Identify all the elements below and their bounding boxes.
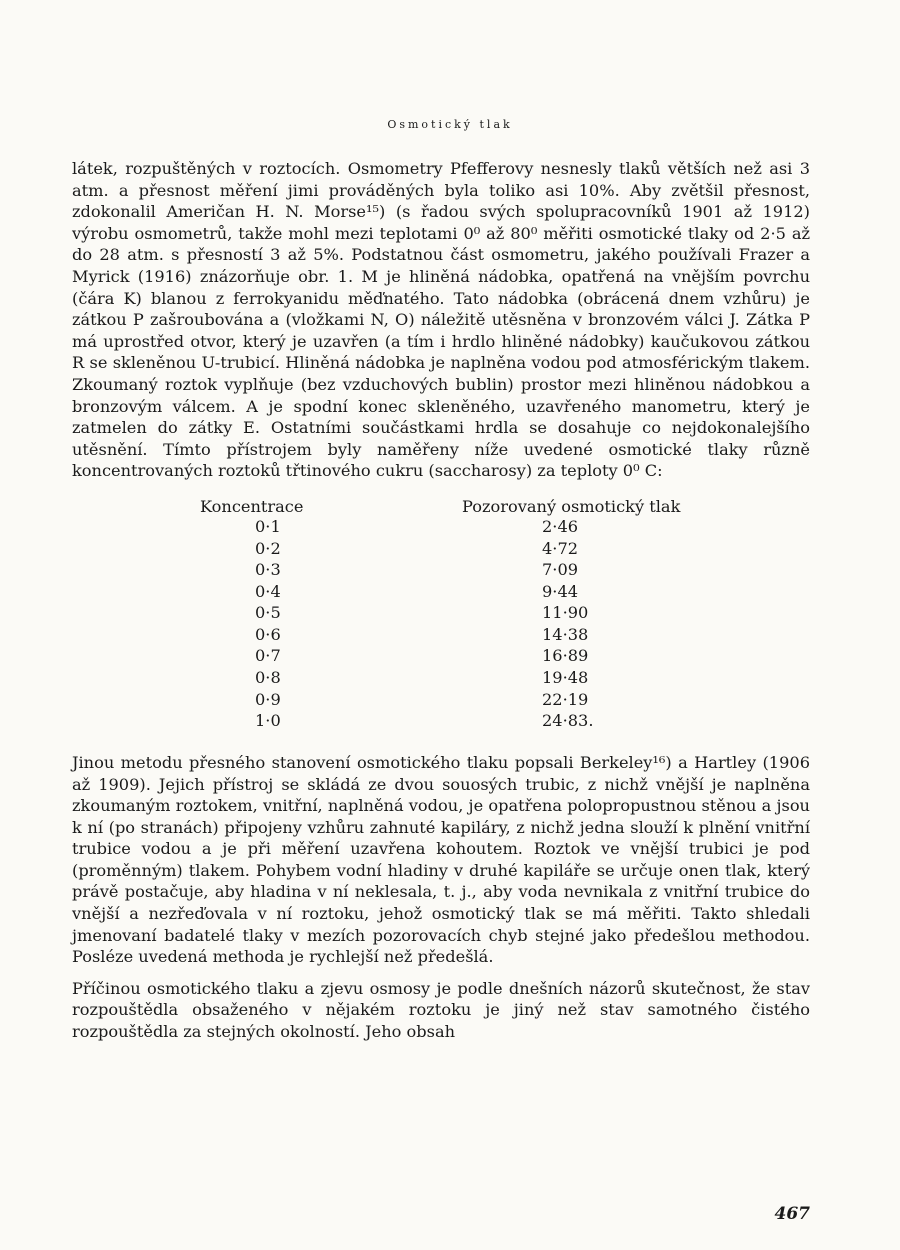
running-head: Osmotický tlak <box>387 118 513 131</box>
table-cell-pressure: 9·44 <box>542 581 579 601</box>
table-cell-concentration: 0·4 <box>255 581 281 601</box>
table-cell-pressure: 22·19 <box>542 689 589 709</box>
table-cell-concentration: 0·7 <box>255 646 281 666</box>
table-cell-concentration: 1·0 <box>255 711 281 731</box>
paragraph-3: Příčinou osmotického tlaku a zjevu osmosy je podle dnešních názorů skutečnost, že stav rozpouštědla obsaženého v nějakém roztoku je jiný než stav samotného čistého rozpouštědla za stejných okolností. Jeho obsah <box>72 978 810 1042</box>
table-cell-pressure: 7·09 <box>542 560 579 580</box>
table-cell-pressure: 16·89 <box>542 646 589 666</box>
table-cell-concentration: 0·8 <box>255 668 281 688</box>
page-number: 467 <box>774 1204 810 1224</box>
page-body <box>72 158 810 1043</box>
table-cell-pressure: 11·90 <box>542 603 589 623</box>
paragraph-2: Jinou metodu přesného stanovení osmotického tlaku popsali Berkeley¹⁶) a Hartley (1906 až 1909). Jejich přístroj se skládá ze dvou souosých trubic, z nichž vnější je naplněna zkoumaným roztokem, vnitřní, naplněná vodou, je opatřena polopropustnou stěnou a jsou k ní (po stranách) připojeny vzhůru zahnuté kapiláry, z nichž jedna slouží k plnění vnitřní trubice vodou a je při měření uzavřena kohoutem. Roztok ve vnější trubici je pod (proměnným) tlakem. Pohybem vodní hladiny v druhé kapiláře se určuje onen tlak, který právě postačuje, aby hladina v ní neklesala, t. j., aby voda nevnikala z vnitřní trubice do vnější a nezřeďovala v ní roztoku, jehož osmotický tlak se má měřiti. Takto shledali jmenovaní badatelé tlaky v mezích pozorovacích chyb stejné jako předešlou methodou. Posléze uvedená methoda je rychlejší než předešlá. <box>72 752 810 967</box>
table-cell-pressure: 24·83. <box>542 711 594 731</box>
osmotic-pressure-table <box>72 496 810 736</box>
table-header-concentration: Koncentrace <box>200 496 304 516</box>
table-cell-concentration: 0·5 <box>255 603 281 623</box>
table-header-pressure: Pozorovaný osmotický tlak <box>462 496 681 516</box>
table-cell-concentration: 0·6 <box>255 624 281 644</box>
table-cell-concentration: 0·2 <box>255 538 281 558</box>
paragraph-1: látek, rozpuštěných v roztocích. Osmometry Pfefferovy nesnesly tlaků větších než asi 3 atm. a přesnost měření jimi prováděných byla toliko asi 10%. Aby zvětšil přesnost, zdokonalil Američan H. N. Morse¹⁵) (s řadou svých spolupracovníků 1901 až 1912) výrobu osmometrů, takže mohl mezi teplotami 0⁰ až 80⁰ měřiti osmotické tlaky od 2·5 až do 28 atm. s přesností 3 až 5%. Podstatnou část osmometru, jakého používali Frazer a Myrick (1916) znázorňuje obr. 1. M je hliněná nádobka, opatřená na vnějším povrchu (čára K) blanou z ferrokyanidu měďnatého. Tato nádobka (obrácená dnem vzhůru) je zátkou P zašroubována a (vložkami N, O) náležitě utěsněna v bronzovém válci J. Zátka P má uprostřed otvor, který je uzavřen (a tím i hrdlo hliněné nádobky) kaučukovou zátkou R se skleněnou U-trubicí. Hliněná nádobka je naplněna vodou pod atmosférickým tlakem. Zkoumaný roztok vyplňuje (bez vzduchových bublin) prostor mezi hliněnou nádobkou a bronzovým válcem. A je spodní konec skleněného, uzavřeného manometru, který je zatmelen do zátky E. Ostatními součástkami hrdla se dosahuje co nejdokonalejšího utěsnění. Tímto přístrojem byly naměřeny níže uvedené osmotické tlaky různě koncentrovaných roztoků třtinového cukru (saccharosy) za teploty 0⁰ C: <box>72 159 810 481</box>
table-cell-concentration: 0·9 <box>255 689 281 709</box>
table-cell-pressure: 19·48 <box>542 668 589 688</box>
pressure-column <box>542 516 612 732</box>
table-cell-pressure: 14·38 <box>542 624 589 644</box>
table-cell-concentration: 0·3 <box>255 560 281 580</box>
table-cell-pressure: 2·46 <box>542 516 579 536</box>
concentration-column <box>255 516 295 732</box>
table-cell-concentration: 0·1 <box>255 516 281 536</box>
table-cell-pressure: 4·72 <box>542 538 579 558</box>
